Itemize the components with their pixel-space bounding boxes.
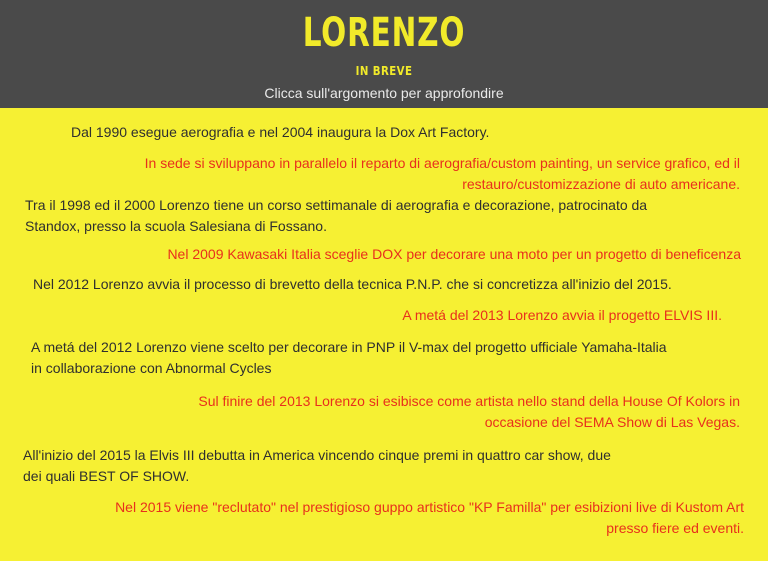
timeline-item-3[interactable]: Tra il 1998 ed il 2000 Lorenzo tiene un corso settimanale di aerografia e decorazione, patrocinato da Standox, presso la scuola Salesiana di Fossano. [25,197,648,234]
timeline-item-6[interactable]: A metá del 2013 Lorenzo avvia il progetto ELVIS III. [402,307,722,323]
timeline-item-2[interactable]: In sede si sviluppano in parallelo il reparto di aerografia/custom painting, un service grafico, ed il restauro/customizzazione di auto americane. [144,155,740,192]
timeline-item-8[interactable]: Sul finire del 2013 Lorenzo si esibisce come artista nello stand della House Of Kolors in occasione del SEMA Show di Las Vegas. [198,393,740,430]
page-subtitle: IN BREVE [355,64,413,78]
timeline-item-4[interactable]: Nel 2009 Kawasaki Italia sceglie DOX per decorare una moto per un progetto di beneficenza [167,246,741,262]
instruction-text: Clicca sull'argomento per approfondire [264,85,504,101]
header-bar [0,0,768,108]
timeline-item-1[interactable]: Dal 1990 esegue aerografia e nel 2004 inaugura la Dox Art Factory. [71,124,490,140]
timeline-item-10[interactable]: Nel 2015 viene "reclutato" nel prestigioso guppo artistico "KP Familla" per esibizioni live di Kustom Art presso fiere ed eventi. [115,499,744,536]
page-title: LORENZO [302,10,466,56]
timeline-item-5[interactable]: Nel 2012 Lorenzo avvia il processo di brevetto della tecnica P.N.P. che si concretizza all'inizio del 2015. [33,276,672,292]
timeline-item-9[interactable]: All'inizio del 2015 la Elvis III debutta in America vincendo cinque premi in quattro car show, due dei quali BEST OF SHOW. [23,447,611,484]
timeline-item-7[interactable]: A metá del 2012 Lorenzo viene scelto per decorare in PNP il V-max del progetto ufficiale Yamaha-Italia in collaborazione con Abnormal Cycles [31,339,667,376]
